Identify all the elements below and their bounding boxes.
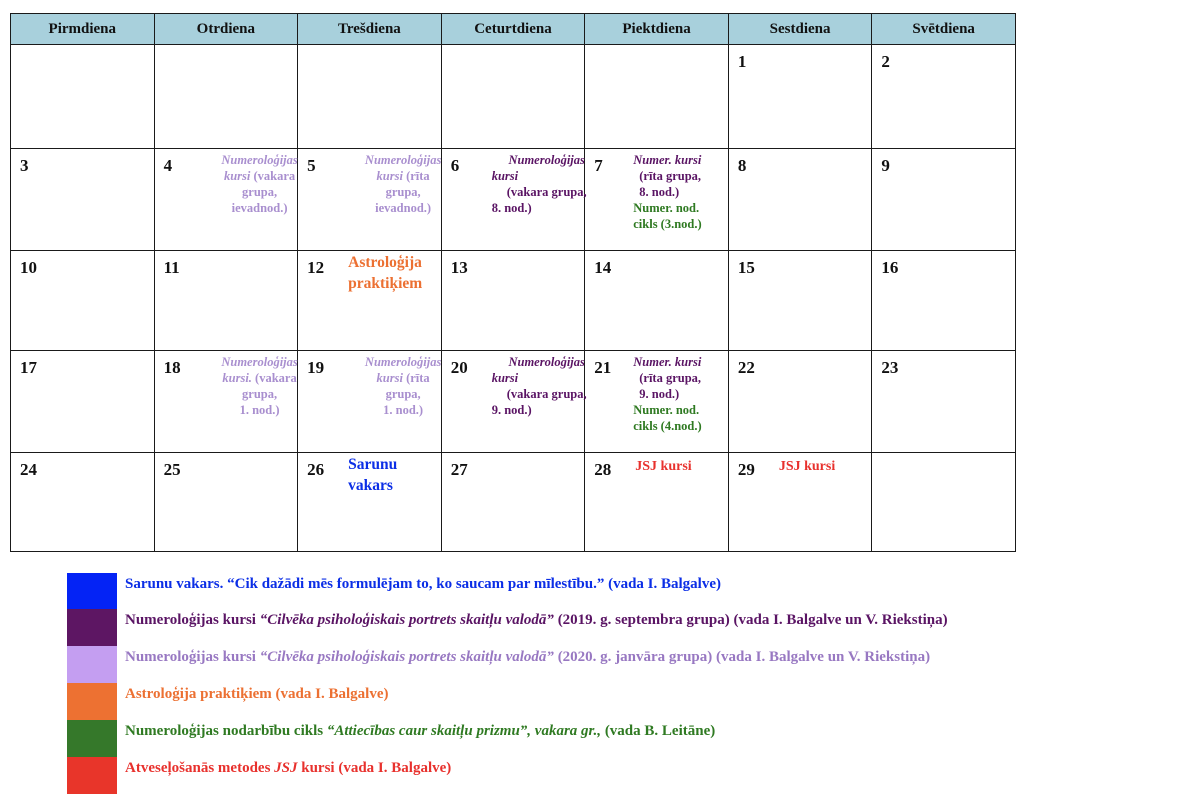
day-cell bbox=[441, 149, 585, 251]
event-jsj-course: JSJ kursi bbox=[778, 459, 836, 474]
day-number: 4 bbox=[163, 156, 173, 175]
day-cell bbox=[11, 251, 155, 351]
day-number: 19 bbox=[307, 358, 325, 377]
legend-swatch bbox=[67, 757, 117, 794]
legend-item bbox=[67, 609, 1197, 646]
day-cell bbox=[154, 149, 298, 251]
day-cell bbox=[728, 149, 872, 251]
week-row bbox=[11, 149, 1016, 251]
legend-label: Numeroloģijas kursi “Cilvēka psiholoģiskais portrets skaitļu valodā” (2020. g. janvāra grupa) (vada I. Balgalve un V. Riekstiņa) bbox=[125, 649, 931, 665]
weekday-header-row bbox=[11, 14, 1016, 45]
day-number: 7 bbox=[594, 156, 603, 175]
day-cell-empty bbox=[872, 453, 1016, 552]
day-cell bbox=[154, 453, 298, 552]
day-cell bbox=[298, 149, 442, 251]
day-number: 15 bbox=[737, 258, 755, 277]
day-number: 13 bbox=[450, 258, 468, 277]
weekday-header: Ceturtdiena bbox=[441, 14, 585, 45]
day-cell bbox=[154, 251, 298, 351]
day-number: 18 bbox=[163, 358, 181, 377]
day-cell bbox=[872, 149, 1016, 251]
event-group bbox=[633, 152, 735, 232]
calendar-grid bbox=[10, 13, 1016, 552]
day-cell bbox=[11, 351, 155, 453]
week-row bbox=[11, 453, 1016, 552]
legend-swatch bbox=[67, 573, 117, 610]
day-number: 24 bbox=[20, 460, 37, 479]
day-cell bbox=[298, 251, 442, 351]
day-number: 11 bbox=[163, 258, 180, 277]
event-numerology-cycle: Numer. nod. cikls (4.nod.) bbox=[633, 403, 702, 433]
day-number: 5 bbox=[307, 156, 316, 175]
day-cell bbox=[441, 251, 585, 351]
weekday-header: Sestdiena bbox=[728, 14, 872, 45]
legend-label: Atveseļošanās metodes JSJ kursi (vada I. Balgalve) bbox=[125, 760, 452, 776]
day-cell-empty bbox=[298, 45, 442, 149]
day-number: 25 bbox=[163, 460, 181, 479]
day-number: 6 bbox=[450, 156, 460, 175]
day-cell bbox=[728, 351, 872, 453]
event-numerology-course-2020: Numeroloģijas kursi (rīta grupa, ievadnod.) bbox=[364, 153, 442, 215]
event-numerology-course-2019: Numer. kursi (rīta grupa, 9. nod.) bbox=[633, 355, 702, 401]
day-number: 27 bbox=[450, 460, 468, 479]
weekday-header: Piektdiena bbox=[585, 14, 729, 45]
event-numerology-course-2019: Numeroloģijas kursi (vakara grupa, 8. nod.) bbox=[491, 153, 587, 215]
event-numerology-cycle: Numer. nod. cikls (3.nod.) bbox=[633, 201, 702, 231]
day-number: 28 bbox=[594, 460, 612, 479]
event-group bbox=[633, 354, 735, 434]
day-number: 14 bbox=[594, 258, 612, 277]
event-jsj-course: JSJ kursi bbox=[635, 459, 692, 474]
calendar bbox=[10, 13, 1016, 552]
day-number: 17 bbox=[20, 358, 37, 377]
day-cell bbox=[441, 351, 585, 453]
day-number: 1 bbox=[737, 52, 747, 71]
event-numerology-course-2019: Numeroloģijas kursi (vakara grupa, 9. nod.) bbox=[491, 355, 587, 417]
event-talk-evening: Sarunu vakars bbox=[348, 456, 398, 494]
legend-item bbox=[67, 720, 1197, 757]
legend-label: Sarunu vakars. “Cik dažādi mēs formulējam to, ko saucam par mīlestību.” (vada I. Balgalve) bbox=[125, 576, 722, 592]
day-number: 8 bbox=[737, 156, 747, 175]
day-cell bbox=[441, 453, 585, 552]
legend-swatch bbox=[67, 609, 117, 646]
day-cell bbox=[154, 351, 298, 453]
event-numerology-course-2020: Numeroloģijas kursi. (vakara grupa, 1. nod.) bbox=[221, 355, 298, 417]
day-cell bbox=[728, 251, 872, 351]
day-cell bbox=[585, 149, 729, 251]
day-number: 9 bbox=[881, 156, 890, 175]
day-number: 29 bbox=[737, 460, 755, 479]
week-row bbox=[11, 45, 1016, 149]
day-number: 26 bbox=[307, 460, 325, 479]
day-cell bbox=[298, 351, 442, 453]
legend-label: Numeroloģijas nodarbību cikls “Attiecības caur skaitļu prizmu”, vakara gr., (vada B. Leitāne) bbox=[125, 723, 716, 739]
legend-item bbox=[67, 646, 1197, 683]
day-number: 2 bbox=[881, 52, 890, 71]
legend-item bbox=[67, 757, 1197, 794]
day-cell bbox=[585, 251, 729, 351]
weekday-header: Svētdiena bbox=[872, 14, 1016, 45]
day-cell-empty bbox=[154, 45, 298, 149]
day-cell bbox=[585, 351, 729, 453]
day-cell bbox=[298, 453, 442, 552]
day-cell bbox=[872, 351, 1016, 453]
day-cell bbox=[728, 45, 872, 149]
day-cell-empty bbox=[441, 45, 585, 149]
legend-swatch bbox=[67, 683, 117, 720]
legend-swatch bbox=[67, 646, 117, 683]
week-row bbox=[11, 251, 1016, 351]
day-number: 16 bbox=[881, 258, 899, 277]
event-numerology-course-2019: Numer. kursi (rīta grupa, 8. nod.) bbox=[633, 153, 702, 199]
day-number: 10 bbox=[20, 258, 37, 277]
event-numerology-course-2020: Numeroloģijas kursi (rīta grupa, 1. nod.) bbox=[364, 355, 442, 417]
day-cell bbox=[728, 453, 872, 552]
day-cell-empty bbox=[585, 45, 729, 149]
day-cell bbox=[872, 45, 1016, 149]
day-number: 20 bbox=[450, 358, 468, 377]
weekday-header: Pirmdiena bbox=[11, 14, 155, 45]
week-row bbox=[11, 351, 1016, 453]
day-number: 23 bbox=[881, 358, 899, 377]
day-cell bbox=[585, 453, 729, 552]
event-astrology: Astroloģija praktiķiem bbox=[348, 254, 423, 292]
legend-swatch bbox=[67, 720, 117, 757]
weekday-header: Otrdiena bbox=[154, 14, 298, 45]
legend-item bbox=[67, 573, 1197, 610]
day-number: 21 bbox=[594, 358, 612, 377]
day-number: 12 bbox=[307, 258, 325, 277]
weekday-header: Trešdiena bbox=[298, 14, 442, 45]
day-number: 22 bbox=[737, 358, 755, 377]
legend-label: Numeroloģijas kursi “Cilvēka psiholoģiskais portrets skaitļu valodā” (2019. g. septembra grupa) (vada I. Balgalve un V. Riekstiņa) bbox=[125, 612, 948, 628]
legend-label: Astroloģija praktiķiem (vada I. Balgalve) bbox=[125, 686, 389, 702]
day-cell bbox=[11, 149, 155, 251]
day-number: 3 bbox=[20, 156, 29, 175]
day-cell-empty bbox=[11, 45, 155, 149]
day-cell bbox=[11, 453, 155, 552]
event-numerology-course-2020: Numeroloģijas kursi (vakara grupa, ievadnod.) bbox=[221, 153, 298, 215]
day-cell bbox=[872, 251, 1016, 351]
legend-item bbox=[67, 683, 1197, 720]
